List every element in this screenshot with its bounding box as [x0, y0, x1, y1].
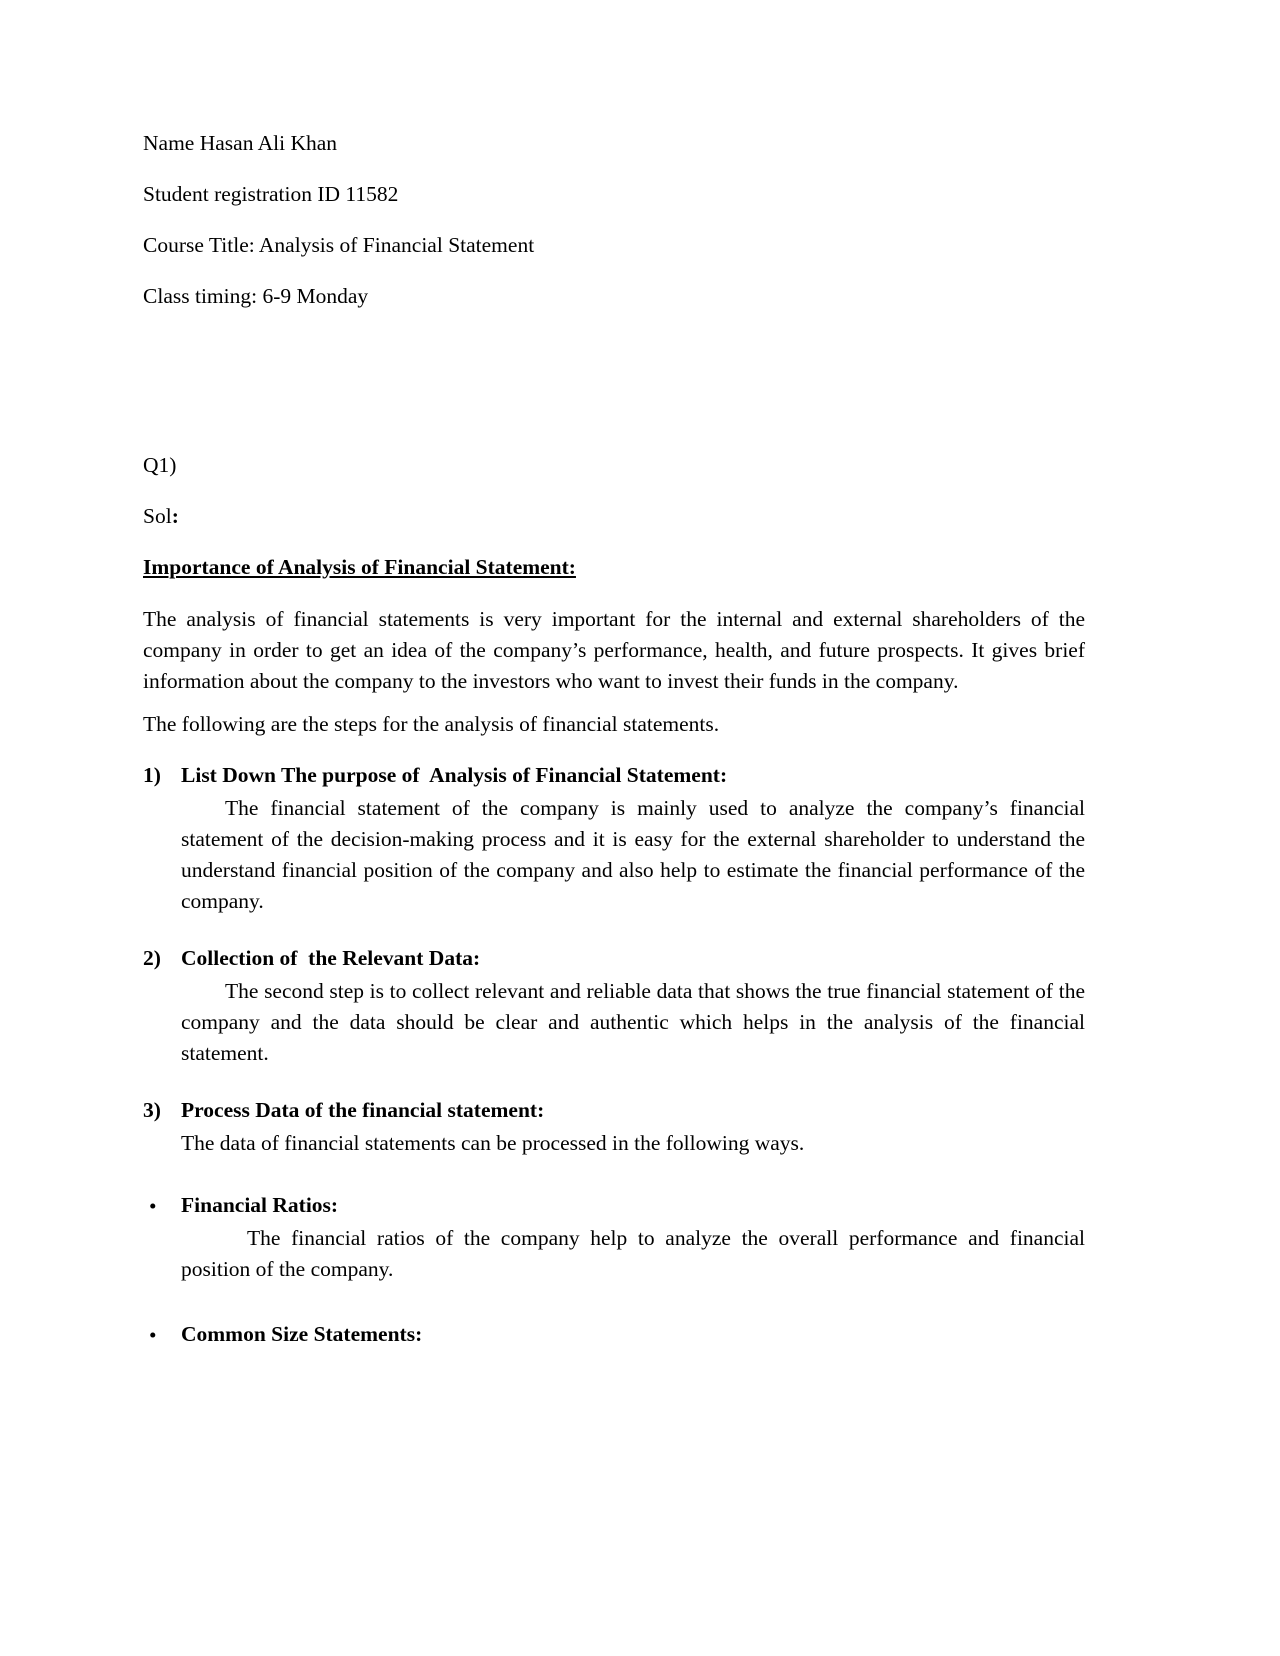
list-item: [143, 1095, 1085, 1159]
list-item-body: The second step is to collect relevant and reliable data that shows the true financial statement of the company and the data should be clear and authentic which helps in the analysis of the financial statement.: [181, 979, 1085, 1066]
list-item-marker: 3): [143, 1098, 161, 1123]
class-timing-line: Class timing: 6-9 Monday: [143, 283, 369, 308]
bullet-icon: •: [149, 1322, 157, 1347]
solution-label-text: Sol: [143, 503, 172, 528]
list-item-title: Financial Ratios:: [181, 1192, 339, 1217]
intro-paragraph: The analysis of financial statements is very important for the internal and external shareholders of the company in order to get an idea of the company’s performance, health, and future prospects. It gives brief information about the company to the investors who want to invest their funds in the company.: [143, 606, 1085, 693]
list-item-title: List Down The purpose of Analysis of Financial Statement:: [181, 762, 728, 787]
list-item-marker: 2): [143, 946, 161, 971]
list-item-body: The data of financial statements can be processed in the following ways.: [181, 1131, 805, 1156]
header-spacer: [143, 334, 1085, 452]
list-item-title: Process Data of the financial statement:: [181, 1098, 545, 1123]
question-label: Q1): [143, 452, 177, 477]
list-item: [143, 1319, 1085, 1350]
student-header-block: [143, 130, 1085, 311]
list-item-body: The financial ratios of the company help to analyze the overall performance and financial position of the company.: [181, 1225, 1085, 1281]
list-item: [143, 943, 1085, 1069]
student-registration-line: Student registration ID 11582: [143, 181, 399, 206]
list-item-body: The financial statement of the company is mainly used to analyze the company’s financial statement of the decision-making process and it is easy for the external shareholder to understand the understand financial position of the company and also help to estimate the financial performance of the company.: [181, 795, 1085, 914]
list-item: [143, 1190, 1085, 1285]
course-title-line: Course Title: Analysis of Financial Statement: [143, 232, 535, 257]
bullet-icon: •: [149, 1193, 157, 1218]
list-item-title: Collection of the Relevant Data:: [181, 946, 481, 971]
student-name-line: Name Hasan Ali Khan: [143, 131, 338, 155]
steps-list: [143, 760, 1085, 1160]
list-item: [143, 760, 1085, 917]
list-item-marker: 1): [143, 762, 161, 787]
steps-lead-in: The following are the steps for the analysis of financial statements.: [143, 711, 720, 736]
section-heading: Importance of Analysis of Financial Statement:: [143, 554, 576, 579]
solution-label-colon: :: [171, 503, 179, 528]
list-item-title: Common Size Statements:: [181, 1321, 423, 1346]
document-body: [143, 130, 1085, 1350]
processing-methods-list: [143, 1190, 1085, 1350]
solution-label: [143, 503, 1085, 531]
